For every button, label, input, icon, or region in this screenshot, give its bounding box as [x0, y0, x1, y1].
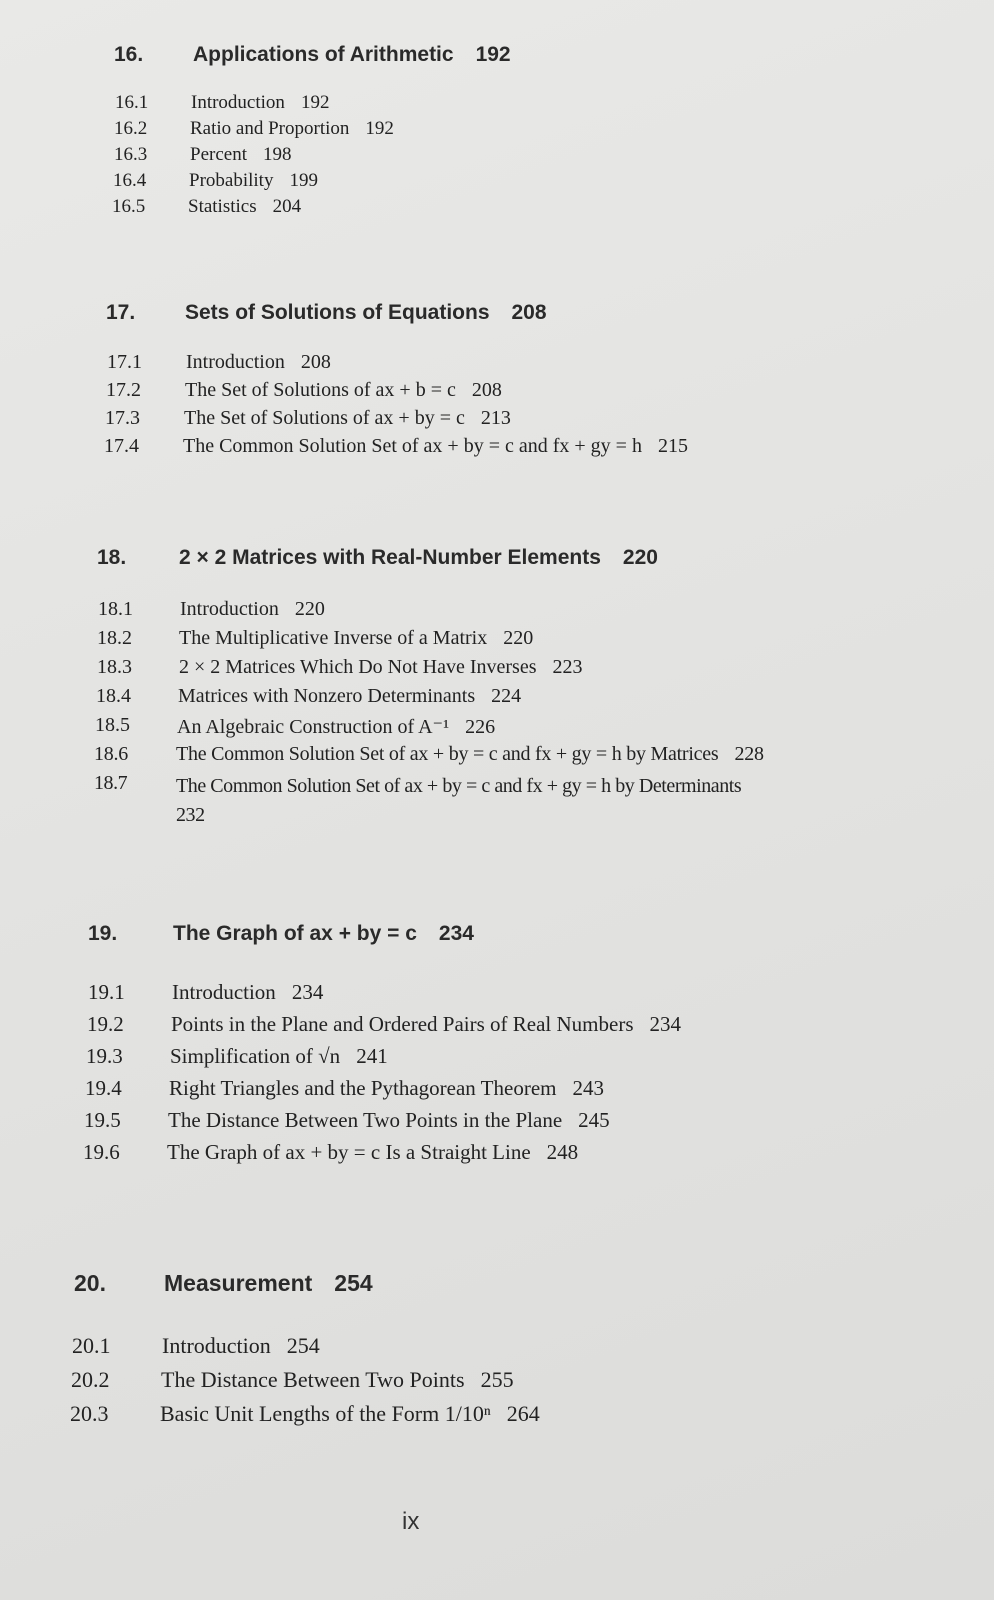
section-title: Introduction 192	[191, 92, 330, 113]
section-number: 20.1	[72, 1333, 111, 1358]
section-number: 16.1	[115, 92, 149, 113]
section-number: 19.5	[84, 1108, 121, 1132]
chapter-heading	[88, 919, 474, 949]
section-page: 224	[491, 685, 522, 707]
chapter-number: 18.	[97, 546, 127, 569]
chapter-page: 208	[511, 301, 547, 324]
section-page: 199	[289, 170, 318, 191]
chapter-page: 254	[334, 1270, 373, 1296]
section-number: 16.5	[112, 196, 146, 217]
chapter-heading	[97, 543, 658, 573]
chapter-title: Applications of Arithmetic	[193, 43, 454, 66]
section-title: 2 × 2 Matrices Which Do Not Have Inverses 223	[179, 656, 583, 678]
chapter-title: Measurement	[164, 1270, 313, 1296]
section-title: The Common Solution Set of ax + by = c and fx + gy = h by Determinants 232	[176, 772, 916, 830]
section-page: 198	[262, 144, 292, 165]
section-title: Introduction 220	[180, 598, 325, 620]
section-page: 248	[546, 1140, 579, 1164]
chapter-page: 220	[622, 546, 658, 569]
section-number: 17.4	[104, 435, 139, 457]
section-page: 192	[300, 92, 330, 113]
chapter-17	[106, 298, 547, 328]
section-page: 208	[471, 379, 502, 401]
chapter-16	[114, 40, 511, 70]
section-number: 18.5	[95, 714, 130, 736]
section-page: 241	[356, 1044, 388, 1068]
section-title: An Algebraic Construction of A⁻¹ 226	[177, 716, 496, 738]
chapter-18	[97, 543, 658, 573]
section-title: Statistics 204	[188, 196, 302, 217]
section-number: 20.3	[70, 1401, 109, 1426]
section-title: The Distance Between Two Points in the Plane 245	[168, 1108, 610, 1132]
section-page: 264	[506, 1401, 540, 1426]
chapter-title: 2 × 2 Matrices with Real-Number Elements	[179, 546, 601, 569]
section-page: 226	[465, 716, 496, 738]
chapter-number: 16.	[114, 43, 144, 66]
section-number: 18.2	[97, 627, 132, 649]
section-title: Points in the Plane and Ordered Pairs of Real Numbers 234	[171, 1012, 681, 1036]
page-folio: ix	[402, 1508, 420, 1535]
chapter-page: 192	[475, 43, 511, 66]
chapter-number: 17.	[106, 301, 136, 324]
section-title: The Distance Between Two Points 255	[161, 1367, 514, 1392]
section-number: 18.7	[94, 772, 128, 794]
section-number: 19.2	[87, 1012, 124, 1036]
section-number: 19.4	[85, 1076, 122, 1100]
section-title: The Multiplicative Inverse of a Matrix 220	[179, 627, 534, 649]
chapter-title: The Graph of ax + by = c	[173, 922, 417, 945]
chapter-heading	[74, 1268, 373, 1298]
section-title: Matrices with Nonzero Determinants 224	[178, 685, 522, 707]
section-page: 234	[649, 1012, 681, 1036]
section-page: 192	[365, 118, 394, 139]
section-title: Introduction 254	[162, 1333, 320, 1358]
section-number: 19.1	[88, 980, 125, 1004]
chapter-page: 234	[438, 922, 474, 945]
section-number: 16.3	[114, 144, 148, 165]
section-title: Percent 198	[190, 144, 292, 165]
section-page: 232	[176, 804, 205, 826]
chapter-number: 19.	[88, 922, 118, 945]
section-page: 245	[578, 1108, 610, 1132]
section-page: 208	[300, 351, 331, 373]
section-title: The Graph of ax + by = c Is a Straight Line 248	[167, 1140, 579, 1164]
section-number: 17.2	[106, 379, 141, 401]
section-number: 20.2	[71, 1367, 110, 1392]
section-number: 17.3	[105, 407, 140, 429]
section-page: 255	[480, 1367, 514, 1392]
chapter-title: Sets of Solutions of Equations	[185, 301, 490, 324]
section-page: 215	[657, 435, 688, 457]
section-title: Introduction 234	[172, 980, 324, 1004]
section-title: The Common Solution Set of ax + by = c and fx + gy = h by Matrices 228	[176, 743, 764, 765]
section-title: The Set of Solutions of ax + b = c 208	[185, 379, 502, 401]
section-number: 18.3	[97, 656, 132, 678]
section-title: Simplification of √n 241	[170, 1044, 388, 1068]
section-number: 16.2	[114, 118, 148, 139]
chapter-20	[74, 1268, 373, 1298]
section-page: 228	[734, 743, 764, 765]
section-number: 18.4	[96, 685, 131, 707]
section-title: Probability 199	[189, 170, 318, 191]
section-page: 234	[291, 980, 324, 1004]
section-page: 213	[480, 407, 511, 429]
section-title: Ratio and Proportion 192	[190, 118, 394, 139]
section-number: 17.1	[107, 351, 142, 373]
section-page: 220	[503, 627, 534, 649]
section-number: 16.4	[113, 170, 147, 191]
section-page: 254	[286, 1333, 320, 1358]
section-number: 19.3	[86, 1044, 123, 1068]
section-page: 243	[572, 1076, 604, 1100]
chapter-heading	[106, 298, 547, 328]
chapter-19	[88, 919, 474, 949]
section-page: 204	[272, 196, 302, 217]
section-page: 223	[552, 656, 583, 678]
section-title: The Set of Solutions of ax + by = c 213	[184, 407, 511, 429]
section-number: 18.1	[98, 598, 133, 620]
section-page: 220	[294, 598, 325, 620]
chapter-heading	[114, 40, 511, 70]
section-number: 19.6	[83, 1140, 120, 1164]
section-title: Right Triangles and the Pythagorean Theorem 243	[169, 1076, 604, 1100]
section-number: 18.6	[94, 743, 128, 765]
section-title: Introduction 208	[186, 351, 331, 373]
chapter-number: 20.	[74, 1270, 106, 1296]
section-title: Basic Unit Lengths of the Form 1/10ⁿ 264	[160, 1401, 540, 1426]
section-title: The Common Solution Set of ax + by = c and fx + gy = h 215	[183, 435, 688, 457]
